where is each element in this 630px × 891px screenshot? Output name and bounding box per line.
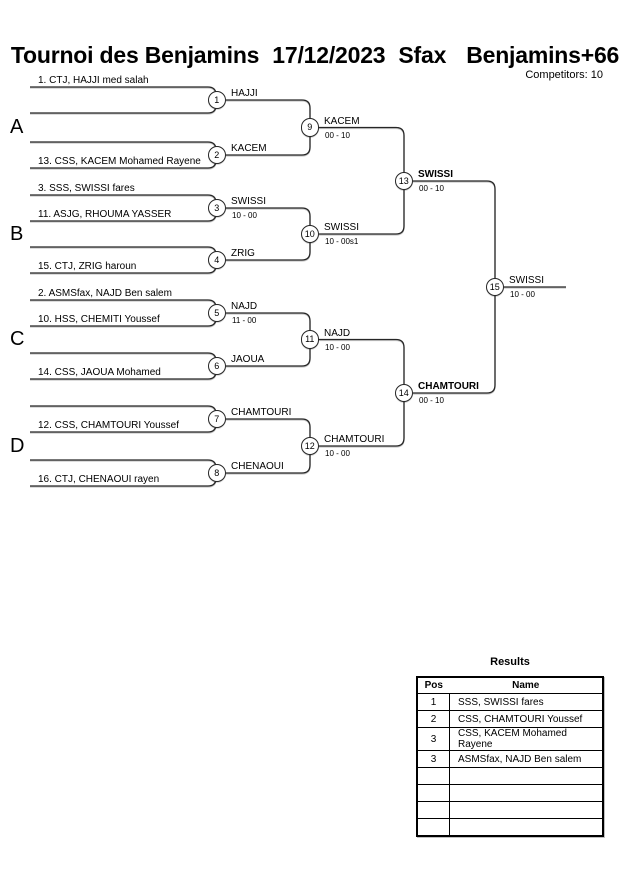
match-winner-label: CHAMTOURI (231, 407, 292, 418)
match-number-circle: 8 (208, 464, 227, 483)
match-winner-label: SWISSI (231, 196, 267, 207)
match-number-circle: 9 (301, 118, 320, 137)
seed-entry: 14. CSS, JAOUA Mohamed (38, 367, 161, 378)
match-winner-label: SWISSI (509, 275, 545, 286)
group-label-c: C (10, 328, 25, 350)
match-winner-label: KACEM (231, 143, 267, 154)
results-pos-cell: 1 (417, 694, 450, 711)
results-row (417, 802, 603, 819)
results-row (417, 785, 603, 802)
match-number-circle: 4 (208, 251, 227, 270)
match-number-circle: 3 (208, 199, 227, 218)
results-row (417, 728, 603, 751)
results-pos-cell (417, 768, 450, 785)
competitors-count: Competitors: 10 (525, 69, 603, 81)
match-winner-label: KACEM (324, 116, 360, 127)
group-label-d: D (10, 435, 25, 457)
results-pos-cell: 3 (417, 728, 450, 751)
results-name-cell (450, 768, 604, 785)
event-date: 17/12/2023 (272, 42, 386, 68)
results-table (416, 676, 604, 837)
event-title: Tournoi des Benjamins (10, 42, 260, 68)
seed-entry: 15. CTJ, ZRIG haroun (38, 261, 137, 272)
seed-entry: 3. SSS, SWISSI fares (38, 183, 135, 194)
results-row (417, 751, 603, 768)
match-score: 10 - 00 (232, 211, 257, 220)
match-score: 10 - 00 (325, 449, 350, 458)
match-score: 10 - 00 (325, 343, 350, 352)
match-score: 00 - 10 (419, 396, 444, 405)
results-header-pos: Pos (417, 677, 450, 694)
results-name-cell (450, 819, 604, 837)
results-row (417, 819, 603, 837)
match-number-circle: 12 (301, 437, 320, 456)
match-score: 10 - 00s1 (325, 237, 359, 246)
results-name-cell: CSS, KACEM Mohamed Rayene (450, 728, 604, 751)
match-number-circle: 7 (208, 410, 227, 429)
results-name-cell: CSS, CHAMTOURI Youssef (450, 711, 604, 728)
seed-entry: 13. CSS, KACEM Mohamed Rayene (38, 156, 201, 167)
match-number-circle: 11 (301, 330, 320, 349)
match-winner-label: SWISSI (324, 222, 360, 233)
seed-entry: 16. CTJ, CHENAOUI rayen (38, 474, 160, 485)
results-name-cell (450, 802, 604, 819)
group-label-a: A (10, 116, 24, 138)
match-number-circle: 2 (208, 146, 227, 165)
match-score: 00 - 10 (325, 131, 350, 140)
event-location: Sfax (398, 42, 447, 68)
seed-entry: 2. ASMSfax, NAJD Ben salem (38, 288, 172, 299)
results-row (417, 768, 603, 785)
results-pos-cell (417, 819, 450, 837)
match-winner-label: SWISSI (418, 169, 454, 180)
results-pos-cell (417, 785, 450, 802)
match-number-circle: 14 (395, 384, 414, 403)
match-score: 00 - 10 (419, 184, 444, 193)
match-number-circle: 6 (208, 357, 227, 376)
match-winner-label: CHAMTOURI (418, 381, 479, 392)
results-name-cell: ASMSfax, NAJD Ben salem (450, 751, 604, 768)
match-score: 10 - 00 (510, 290, 535, 299)
results-panel (416, 656, 604, 837)
seed-entry: 10. HSS, CHEMITI Youssef (38, 314, 160, 325)
match-score: 11 - 00 (232, 316, 257, 325)
results-pos-cell: 3 (417, 751, 450, 768)
match-winner-label: HAJJI (231, 88, 258, 99)
results-pos-cell (417, 802, 450, 819)
seed-entry: 11. ASJG, RHOUMA YASSER (38, 209, 172, 220)
results-header-row (417, 677, 603, 694)
results-name-cell (450, 785, 604, 802)
results-row (417, 711, 603, 728)
match-number-circle: 15 (486, 278, 505, 297)
match-winner-label: NAJD (324, 328, 351, 339)
seed-entry: 12. CSS, CHAMTOURI Youssef (38, 420, 179, 431)
match-winner-label: NAJD (231, 301, 258, 312)
results-header-name: Name (450, 677, 604, 694)
results-name-cell: SSS, SWISSI fares (450, 694, 604, 711)
results-row (417, 694, 603, 711)
results-title: Results (490, 656, 530, 668)
match-winner-label: CHAMTOURI (324, 434, 385, 445)
match-number-circle: 10 (301, 225, 320, 244)
results-pos-cell: 2 (417, 711, 450, 728)
match-number-circle: 13 (395, 172, 414, 191)
group-label-b: B (10, 223, 24, 245)
match-number-circle: 5 (208, 304, 227, 323)
match-number-circle: 1 (208, 91, 227, 110)
match-winner-label: JAOUA (231, 354, 265, 365)
event-category: Benjamins+66 (466, 42, 620, 68)
match-winner-label: ZRIG (231, 248, 255, 259)
seed-entry: 1. CTJ, HAJJI med salah (38, 75, 149, 86)
match-winner-label: CHENAOUI (231, 461, 284, 472)
